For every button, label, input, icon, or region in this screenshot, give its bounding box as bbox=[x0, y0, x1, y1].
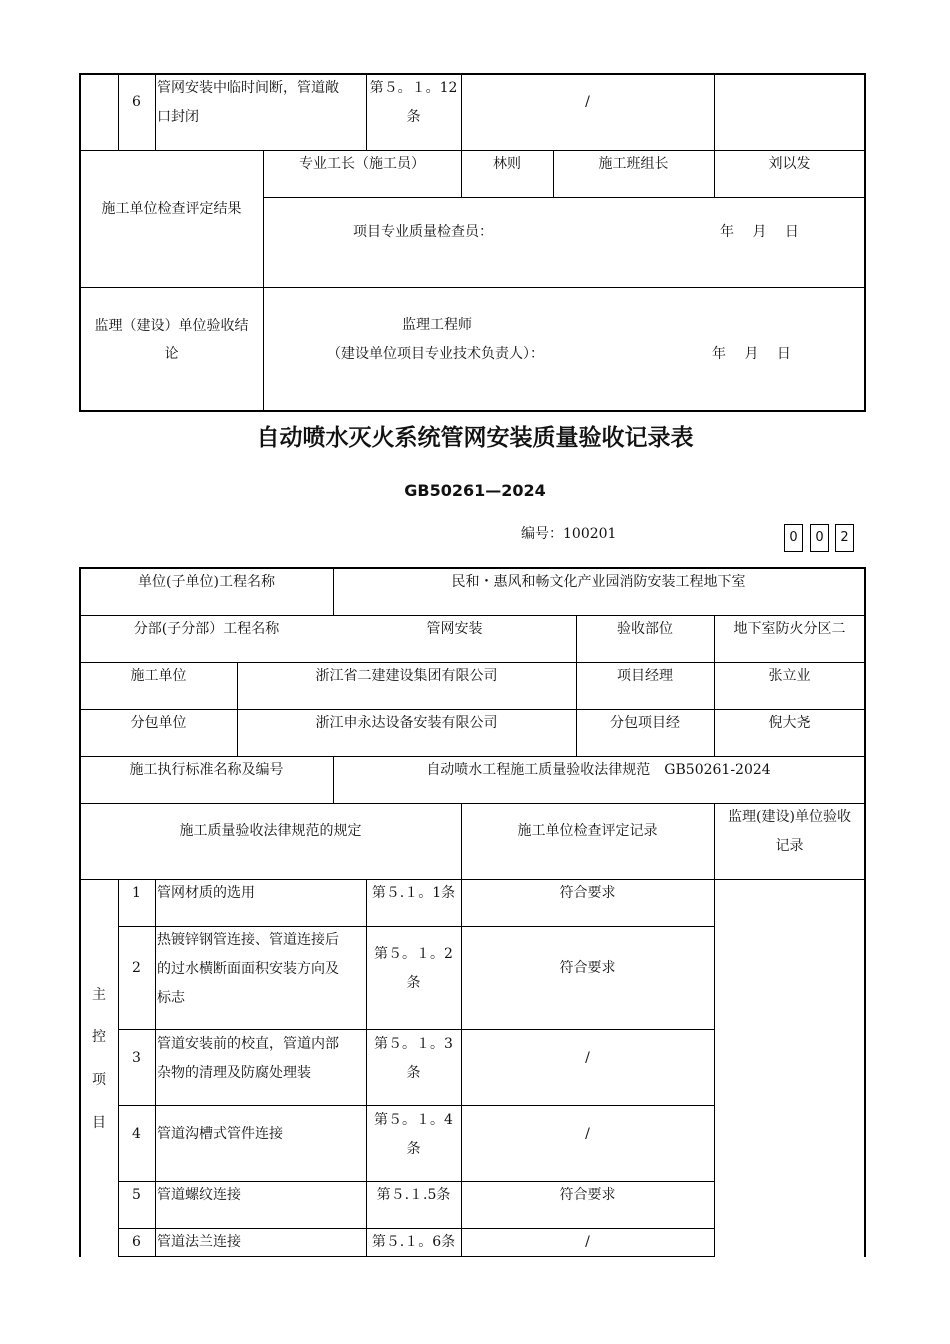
item-number: 4 bbox=[132, 1126, 141, 1142]
item-number: 6 bbox=[132, 94, 141, 110]
item-number: 2 bbox=[132, 960, 141, 976]
unit-project-value: 民和・惠风和畅文化产业园消防安装工程地下室 bbox=[451, 574, 746, 590]
clause-text: 第５.１。6条 bbox=[371, 1234, 456, 1250]
item-text: 管网安装中临时间断，管道敞 bbox=[157, 80, 339, 96]
clause-text: 条 bbox=[406, 1141, 421, 1157]
clause-text: 条 bbox=[406, 109, 421, 125]
item-text: 管网材质的选用 bbox=[157, 885, 255, 901]
item-text: 标志 bbox=[157, 990, 185, 1006]
item-text: 管道安装前的校直，管道内部 bbox=[157, 1036, 339, 1052]
item-text: 口封闭 bbox=[157, 109, 199, 125]
serial-digit: 0 bbox=[810, 524, 829, 552]
standard-label: 施工执行标准名称及编号 bbox=[129, 762, 284, 778]
contractor-label: 施工单位 bbox=[130, 668, 187, 684]
supervision-label: 论 bbox=[164, 346, 179, 362]
item-text: 管道沟槽式管件连接 bbox=[157, 1126, 283, 1142]
item-number: 1 bbox=[132, 885, 141, 901]
item-text: 杂物的清理及防腐处理装 bbox=[157, 1065, 311, 1081]
item-text: 管道螺纹连接 bbox=[157, 1187, 241, 1203]
technical-head-label: （建设单位项目专业技术负责人）： bbox=[327, 346, 544, 362]
contractor-record-header: 施工单位检查评定记录 bbox=[517, 823, 658, 839]
supervision-label: 监理（建设）单位验收结 bbox=[94, 318, 249, 334]
check-record: 符合要求 bbox=[559, 960, 616, 976]
clause-text: 条 bbox=[406, 1065, 421, 1081]
form-title: 自动喷水灭火系统管网安装质量验收记录表 bbox=[256, 425, 694, 451]
check-record: / bbox=[585, 1234, 590, 1250]
main-control-label: 主 bbox=[92, 987, 106, 1003]
serial-digit: 2 bbox=[835, 524, 854, 552]
subcontractor-label: 分包单位 bbox=[130, 715, 187, 731]
serial-number: 编号：100201 bbox=[521, 526, 617, 542]
supervision-record-header: 监理(建设)单位验收 bbox=[728, 809, 851, 825]
foreman-label: 专业工长（施工员） bbox=[299, 156, 425, 172]
project-manager-value: 张立业 bbox=[768, 668, 811, 684]
clause-text: 条 bbox=[406, 975, 421, 991]
check-record: / bbox=[585, 94, 590, 110]
check-record: / bbox=[585, 1126, 590, 1142]
item-number: 3 bbox=[132, 1050, 141, 1066]
clause-text: 第５。１。12 bbox=[369, 80, 458, 96]
clause-text: 第５.１.5条 bbox=[376, 1187, 451, 1203]
check-record: / bbox=[585, 1050, 590, 1066]
main-control-label: 控 bbox=[92, 1029, 106, 1045]
standard-value: 自动喷水工程施工质量验收法律规范 GB50261-2024 bbox=[426, 762, 771, 778]
team-leader-label: 施工班组长 bbox=[598, 156, 669, 172]
contractor-value: 浙江省二建建设集团有限公司 bbox=[315, 668, 498, 684]
check-record: 符合要求 bbox=[559, 1187, 616, 1203]
inspection-date: 年 月 日 bbox=[720, 224, 799, 240]
supervision-record-header: 记录 bbox=[775, 838, 804, 854]
sub-project-manager-label: 分包项目经 bbox=[610, 715, 680, 731]
supervising-engineer-label: 监理工程师 bbox=[402, 317, 472, 333]
sub-project-manager-value: 倪大尧 bbox=[768, 715, 811, 731]
clause-text: 第５。１。2 bbox=[374, 946, 453, 962]
item-number: 5 bbox=[132, 1187, 141, 1203]
acceptance-part-label: 验收部位 bbox=[617, 621, 673, 637]
clause-text: 第５。１。3 bbox=[374, 1036, 453, 1052]
sub-project-value: 管网安装 bbox=[426, 621, 483, 637]
clause-text: 第５.１。1条 bbox=[371, 885, 456, 901]
main-control-label: 目 bbox=[92, 1115, 106, 1131]
acceptance-part-value: 地下室防火分区二 bbox=[733, 621, 846, 637]
spec-header: 施工质量验收法律规范的规定 bbox=[179, 823, 362, 839]
subcontractor-value: 浙江申永达设备安装有限公司 bbox=[315, 715, 498, 731]
item-text: 的过水横断面面积安装方向及 bbox=[157, 961, 339, 977]
foreman-name: 林则 bbox=[493, 156, 521, 172]
item-text: 热镀锌钢管连接、管道连接后 bbox=[157, 932, 339, 948]
unit-project-label: 单位(子单位)工程名称 bbox=[138, 574, 275, 590]
serial-digit: 0 bbox=[784, 524, 803, 552]
item-text: 管道法兰连接 bbox=[157, 1234, 241, 1250]
sub-project-label: 分部(子分部）工程名称 bbox=[133, 621, 280, 637]
quality-inspector-label: 项目专业质量检查员： bbox=[353, 224, 493, 240]
main-control-label: 项 bbox=[92, 1072, 106, 1088]
item-number: 6 bbox=[132, 1234, 141, 1250]
standard-code: GB50261—2024 bbox=[404, 481, 546, 500]
team-leader-name: 刘以发 bbox=[768, 156, 811, 172]
project-manager-label: 项目经理 bbox=[617, 668, 673, 684]
clause-text: 第５。１。4 bbox=[374, 1112, 453, 1128]
check-record: 符合要求 bbox=[559, 885, 616, 901]
supervision-date: 年 月 日 bbox=[712, 346, 791, 362]
contractor-eval-label: 施工单位检查评定结果 bbox=[101, 201, 242, 217]
